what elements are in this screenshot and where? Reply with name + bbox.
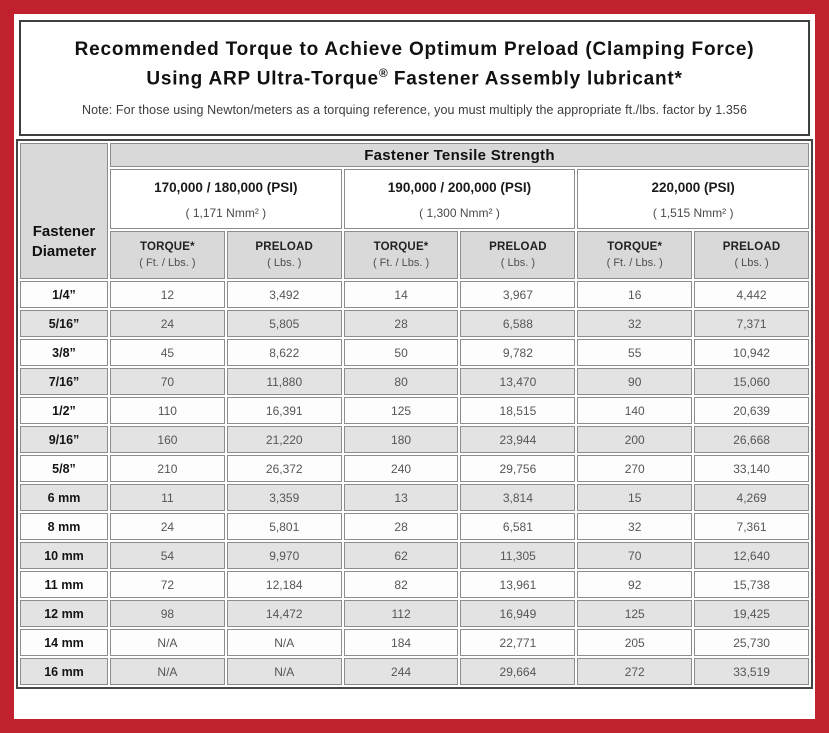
- torque-value-cell: 45: [110, 339, 225, 366]
- nmm-label: ( 1,171 Nmm² ): [185, 206, 267, 220]
- preload-value-cell: N/A: [227, 629, 342, 656]
- preload-value-cell: 19,425: [694, 600, 809, 627]
- torque-value-cell: 72: [110, 571, 225, 598]
- torque-value-cell: 15: [577, 484, 692, 511]
- table-row: [20, 542, 809, 569]
- torque-header: [577, 231, 692, 279]
- torque-unit: ( Ft. / Lbs. ): [139, 257, 196, 269]
- psi-label: 220,000 (PSI): [651, 180, 735, 195]
- torque-value-cell: 180: [344, 426, 459, 453]
- torque-value-cell: 54: [110, 542, 225, 569]
- table-row: [20, 455, 809, 482]
- torque-value-cell: 11: [110, 484, 225, 511]
- preload-value-cell: 18,515: [460, 397, 575, 424]
- preload-value-cell: 21,220: [227, 426, 342, 453]
- preload-value-cell: N/A: [227, 658, 342, 685]
- diameter-cell: 3/8”: [20, 339, 108, 366]
- table-row: [20, 513, 809, 540]
- diameter-cell: 11 mm: [20, 571, 108, 598]
- preload-value-cell: 9,782: [460, 339, 575, 366]
- torque-value-cell: 210: [110, 455, 225, 482]
- torque-label: TORQUE*: [373, 241, 429, 253]
- torque-value-cell: N/A: [110, 658, 225, 685]
- preload-value-cell: 16,391: [227, 397, 342, 424]
- torque-header: [110, 231, 225, 279]
- header-row-units: [20, 231, 809, 279]
- diameter-cell: 5/8”: [20, 455, 108, 482]
- preload-value-cell: 15,060: [694, 368, 809, 395]
- torque-value-cell: 92: [577, 571, 692, 598]
- torque-unit: ( Ft. / Lbs. ): [372, 257, 430, 269]
- preload-value-cell: 12,184: [227, 571, 342, 598]
- preload-value-cell: 3,814: [460, 484, 575, 511]
- torque-unit: ( Ft. / Lbs. ): [606, 257, 663, 269]
- table-row: [20, 368, 809, 395]
- diameter-cell: 12 mm: [20, 600, 108, 627]
- torque-label: TORQUE*: [139, 241, 195, 253]
- preload-value-cell: 14,472: [227, 600, 342, 627]
- torque-value-cell: 98: [110, 600, 225, 627]
- title-line-2-post: Fastener Assembly lubricant*: [387, 68, 683, 90]
- preload-value-cell: 25,730: [694, 629, 809, 656]
- torque-value-cell: 125: [344, 397, 459, 424]
- nmm-label: ( 1,300 Nmm² ): [419, 206, 500, 220]
- torque-value-cell: 32: [577, 310, 692, 337]
- preload-value-cell: 5,805: [227, 310, 342, 337]
- torque-value-cell: 200: [577, 426, 692, 453]
- table-row: [20, 397, 809, 424]
- title-line-2-pre: Using ARP Ultra-Torque: [146, 68, 379, 90]
- table-row: [20, 571, 809, 598]
- diameter-cell: 9/16”: [20, 426, 108, 453]
- torque-value-cell: 24: [110, 513, 225, 540]
- preload-unit: ( Lbs. ): [267, 257, 302, 269]
- psi-label: 170,000 / 180,000 (PSI): [154, 180, 298, 195]
- psi-header-190: [344, 169, 576, 229]
- diameter-cell: 7/16”: [20, 368, 108, 395]
- preload-value-cell: 23,944: [460, 426, 575, 453]
- torque-value-cell: 70: [577, 542, 692, 569]
- preload-value-cell: 4,269: [694, 484, 809, 511]
- torque-value-cell: 80: [344, 368, 459, 395]
- torque-value-cell: 12: [110, 281, 225, 308]
- corner-header-fastener-diameter: [20, 143, 108, 279]
- title-line-1: Recommended Torque to Achieve Optimum Preload (Clamping Force): [74, 39, 755, 60]
- torque-value-cell: 24: [110, 310, 225, 337]
- preload-value-cell: 4,442: [694, 281, 809, 308]
- table-row: [20, 658, 809, 685]
- preload-value-cell: 29,756: [460, 455, 575, 482]
- torque-value-cell: 82: [344, 571, 459, 598]
- torque-value-cell: 112: [344, 600, 459, 627]
- torque-spec-table: [16, 139, 813, 689]
- preload-value-cell: 7,361: [694, 513, 809, 540]
- table-row: [20, 339, 809, 366]
- table-row: [20, 426, 809, 453]
- torque-value-cell: 272: [577, 658, 692, 685]
- diameter-cell: 16 mm: [20, 658, 108, 685]
- preload-label: PRELOAD: [255, 241, 314, 253]
- preload-value-cell: 26,372: [227, 455, 342, 482]
- preload-unit: ( Lbs. ): [500, 257, 536, 269]
- diameter-cell: 8 mm: [20, 513, 108, 540]
- torque-value-cell: 125: [577, 600, 692, 627]
- preload-value-cell: 6,588: [460, 310, 575, 337]
- preload-value-cell: 3,967: [460, 281, 575, 308]
- preload-value-cell: 6,581: [460, 513, 575, 540]
- torque-value-cell: 32: [577, 513, 692, 540]
- torque-value-cell: 14: [344, 281, 459, 308]
- preload-value-cell: 12,640: [694, 542, 809, 569]
- preload-value-cell: 26,668: [694, 426, 809, 453]
- preload-value-cell: 5,801: [227, 513, 342, 540]
- note-text: Note: For those using Newton/meters as a torquing reference, you must multiply the appropriate ft./lbs. factor by 1.356: [81, 103, 747, 118]
- header-row-main: [20, 143, 809, 167]
- preload-value-cell: 16,949: [460, 600, 575, 627]
- preload-value-cell: 7,371: [694, 310, 809, 337]
- preload-header: [694, 231, 809, 279]
- nmm-label: ( 1,515 Nmm² ): [652, 206, 734, 220]
- preload-value-cell: 33,140: [694, 455, 809, 482]
- preload-header: [227, 231, 342, 279]
- torque-value-cell: 62: [344, 542, 459, 569]
- psi-header-170: [110, 169, 342, 229]
- corner-line-2: Diameter: [31, 242, 97, 260]
- table-row: [20, 310, 809, 337]
- table-row: [20, 281, 809, 308]
- main-header-tensile-strength: Fastener Tensile Strength: [110, 143, 809, 167]
- torque-value-cell: 70: [110, 368, 225, 395]
- title-box: [19, 20, 810, 136]
- preload-value-cell: 13,961: [460, 571, 575, 598]
- table-row: [20, 629, 809, 656]
- diameter-cell: 10 mm: [20, 542, 108, 569]
- preload-value-cell: 3,492: [227, 281, 342, 308]
- torque-value-cell: 140: [577, 397, 692, 424]
- preload-value-cell: 11,880: [227, 368, 342, 395]
- diameter-cell: 5/16”: [20, 310, 108, 337]
- preload-value-cell: 11,305: [460, 542, 575, 569]
- table-row: [20, 484, 809, 511]
- preload-value-cell: 9,970: [227, 542, 342, 569]
- preload-value-cell: 22,771: [460, 629, 575, 656]
- corner-line-1: Fastener: [32, 222, 96, 240]
- torque-header: [344, 231, 459, 279]
- torque-value-cell: 240: [344, 455, 459, 482]
- torque-value-cell: 160: [110, 426, 225, 453]
- header-row-psi: [20, 169, 809, 229]
- torque-value-cell: 90: [577, 368, 692, 395]
- preload-value-cell: 13,470: [460, 368, 575, 395]
- table-row: [20, 600, 809, 627]
- torque-value-cell: 28: [344, 310, 459, 337]
- torque-value-cell: 205: [577, 629, 692, 656]
- torque-value-cell: 28: [344, 513, 459, 540]
- torque-value-cell: 270: [577, 455, 692, 482]
- preload-label: PRELOAD: [489, 241, 547, 253]
- torque-value-cell: N/A: [110, 629, 225, 656]
- psi-label: 190,000 / 200,000 (PSI): [387, 180, 532, 195]
- preload-value-cell: 20,639: [694, 397, 809, 424]
- torque-value-cell: 244: [344, 658, 459, 685]
- torque-value-cell: 16: [577, 281, 692, 308]
- torque-value-cell: 13: [344, 484, 459, 511]
- preload-value-cell: 8,622: [227, 339, 342, 366]
- page-title: [21, 35, 808, 94]
- preload-value-cell: 10,942: [694, 339, 809, 366]
- preload-unit: ( Lbs. ): [734, 257, 769, 269]
- torque-value-cell: 55: [577, 339, 692, 366]
- preload-value-cell: 33,519: [694, 658, 809, 685]
- diameter-cell: 1/2”: [20, 397, 108, 424]
- registered-mark: ®: [378, 66, 388, 81]
- preload-value-cell: 15,738: [694, 571, 809, 598]
- preload-header: [460, 231, 575, 279]
- preload-value-cell: 3,359: [227, 484, 342, 511]
- torque-value-cell: 50: [344, 339, 459, 366]
- torque-value-cell: 110: [110, 397, 225, 424]
- diameter-cell: 1/4”: [20, 281, 108, 308]
- psi-header-220: [577, 169, 809, 229]
- torque-label: TORQUE*: [607, 241, 663, 253]
- diameter-cell: 6 mm: [20, 484, 108, 511]
- preload-value-cell: 29,664: [460, 658, 575, 685]
- content-panel: [14, 14, 815, 719]
- preload-label: PRELOAD: [722, 241, 781, 253]
- diameter-cell: 14 mm: [20, 629, 108, 656]
- torque-value-cell: 184: [344, 629, 459, 656]
